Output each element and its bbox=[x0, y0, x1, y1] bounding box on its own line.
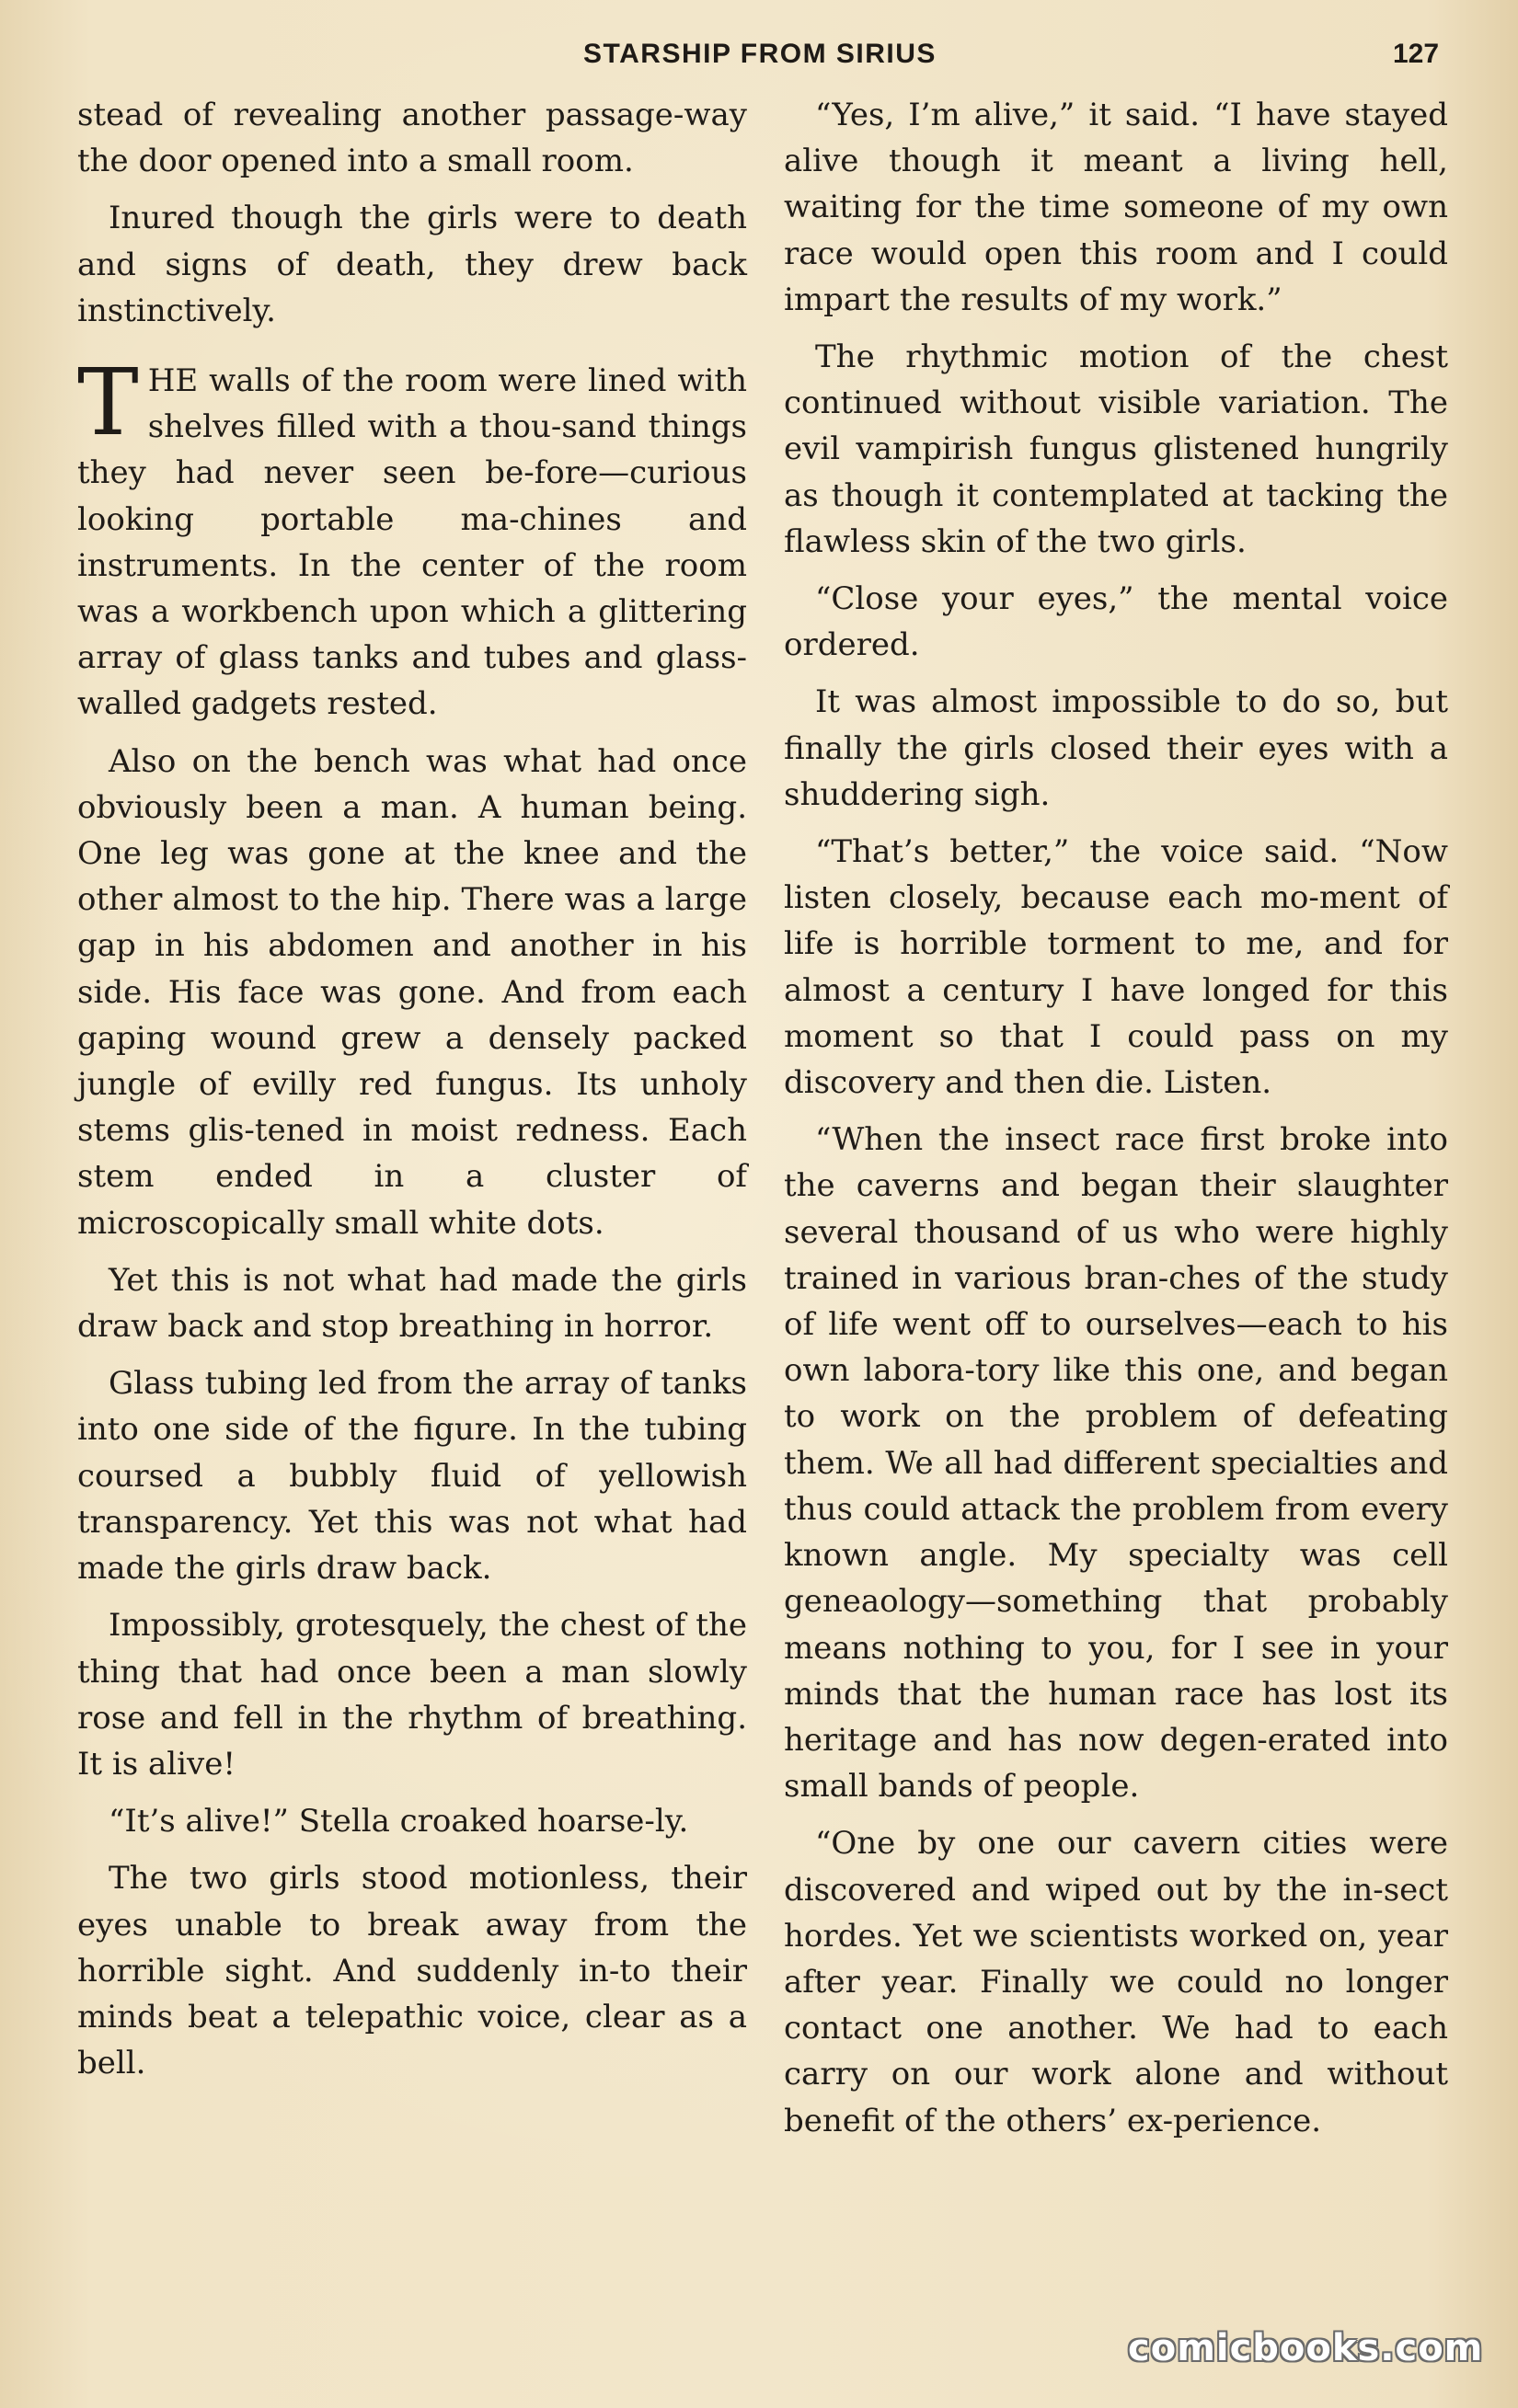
dropcap-paragraph bbox=[77, 349, 747, 728]
paragraph: The two girls stood motionless, their eyes unable to break away from the horrible sight. And suddenly in-to their minds beat a telepathic voice, clear as a bell. bbox=[77, 1860, 747, 2082]
site-watermark: comicbooks.com bbox=[1128, 2327, 1484, 2369]
page-header bbox=[0, 35, 1518, 81]
paragraph: Yet this is not what had made the girls draw back and stop breathing in horror. bbox=[77, 1261, 747, 1346]
left-column bbox=[77, 92, 747, 2086]
paragraph: “That’s better,” the voice said. “Now listen closely, because each mo-ment of life is horrible torment to me, and for almost a century I have longed for this moment so that I could pass on my discovery and then die. Listen. bbox=[784, 833, 1448, 1102]
paragraph: The rhythmic motion of the chest continued without visible variation. The evil vampirish fungus glistened hungrily as though it contemplated at tacking the flawless skin of the two girls. bbox=[784, 338, 1448, 560]
drop-cap-letter: T bbox=[77, 349, 139, 457]
paragraph: Glass tubing led from the array of tanks into one side of the figure. In the tubing coursed a bubbly fluid of yellowish transparency. Yet this was not what had made the girls draw back. bbox=[77, 1365, 747, 1588]
right-column bbox=[784, 92, 1448, 2144]
paragraph: “It’s alive!” Stella croaked hoarse-ly. bbox=[109, 1803, 689, 1840]
paragraph: Also on the bench was what had once obviously been a man. A human being. One leg was gone at the knee and the other almost to the hip. There was a large gap in his abdomen and another in his side. His face was gone. And from each gaping wound grew a densely packed jungle of evilly red fungus. Its unholy stems glis-tened in moist redness. Each stem ended in a cluster of microscopically small white dots. bbox=[77, 742, 747, 1242]
paragraph: It was almost impossible to do so, but finally the girls closed their eyes with a shuddering sigh. bbox=[784, 683, 1448, 813]
paragraph: “One by one our cavern cities were discovered and wiped out by the in-sect hordes. Yet we scientists worked on, year after year. Finally we could no longer contact one another. We had to each carry on our work alone and without benefit of the others’ ex-perience. bbox=[784, 1825, 1448, 2139]
paragraph: Impossibly, grotesquely, the chest of the thing that had once been a man slowly rose and fell in the rhythm of breathing. It is alive! bbox=[77, 1607, 747, 1783]
paragraph: “When the insect race first broke into the caverns and began their slaughter several thousand of us who were highly trained in various bran-ches of the study of life went off to ourselves—each to his own labora-tory like this one, and began to work on the problem of defeating them. We all had different specialties and thus could attack the problem from every known angle. My specialty was cell geneaology—something that probably means nothing to you, for I see in your minds that the human race has lost its heritage and has now degen-erated into small bands of people. bbox=[784, 1121, 1448, 1806]
page-number: 127 bbox=[1393, 39, 1440, 69]
paragraph-text: HE walls of the room were lined with shelves filled with a thou-sand things they had never seen be-fore—curious looking portable ma-chines and instruments. In the center of the room was a workbench upon which a glittering array of glass tanks and tubes and glass-walled gadgets rested. bbox=[77, 362, 747, 723]
paragraph: “Yes, I’m alive,” it said. “I have stayed alive though it meant a living hell, waiting for the time someone of my own race would open this room and I could impart the results of my work.” bbox=[784, 97, 1448, 318]
paragraph: stead of revealing another passage-way the door opened into a small room. bbox=[77, 97, 747, 180]
running-title: STARSHIP FROM SIRIUS bbox=[583, 39, 937, 69]
paragraph: Inured though the girls were to death and signs of death, they drew back instinctively. bbox=[77, 200, 747, 329]
paragraph: “Close your eyes,” the mental voice ordered. bbox=[784, 580, 1448, 664]
